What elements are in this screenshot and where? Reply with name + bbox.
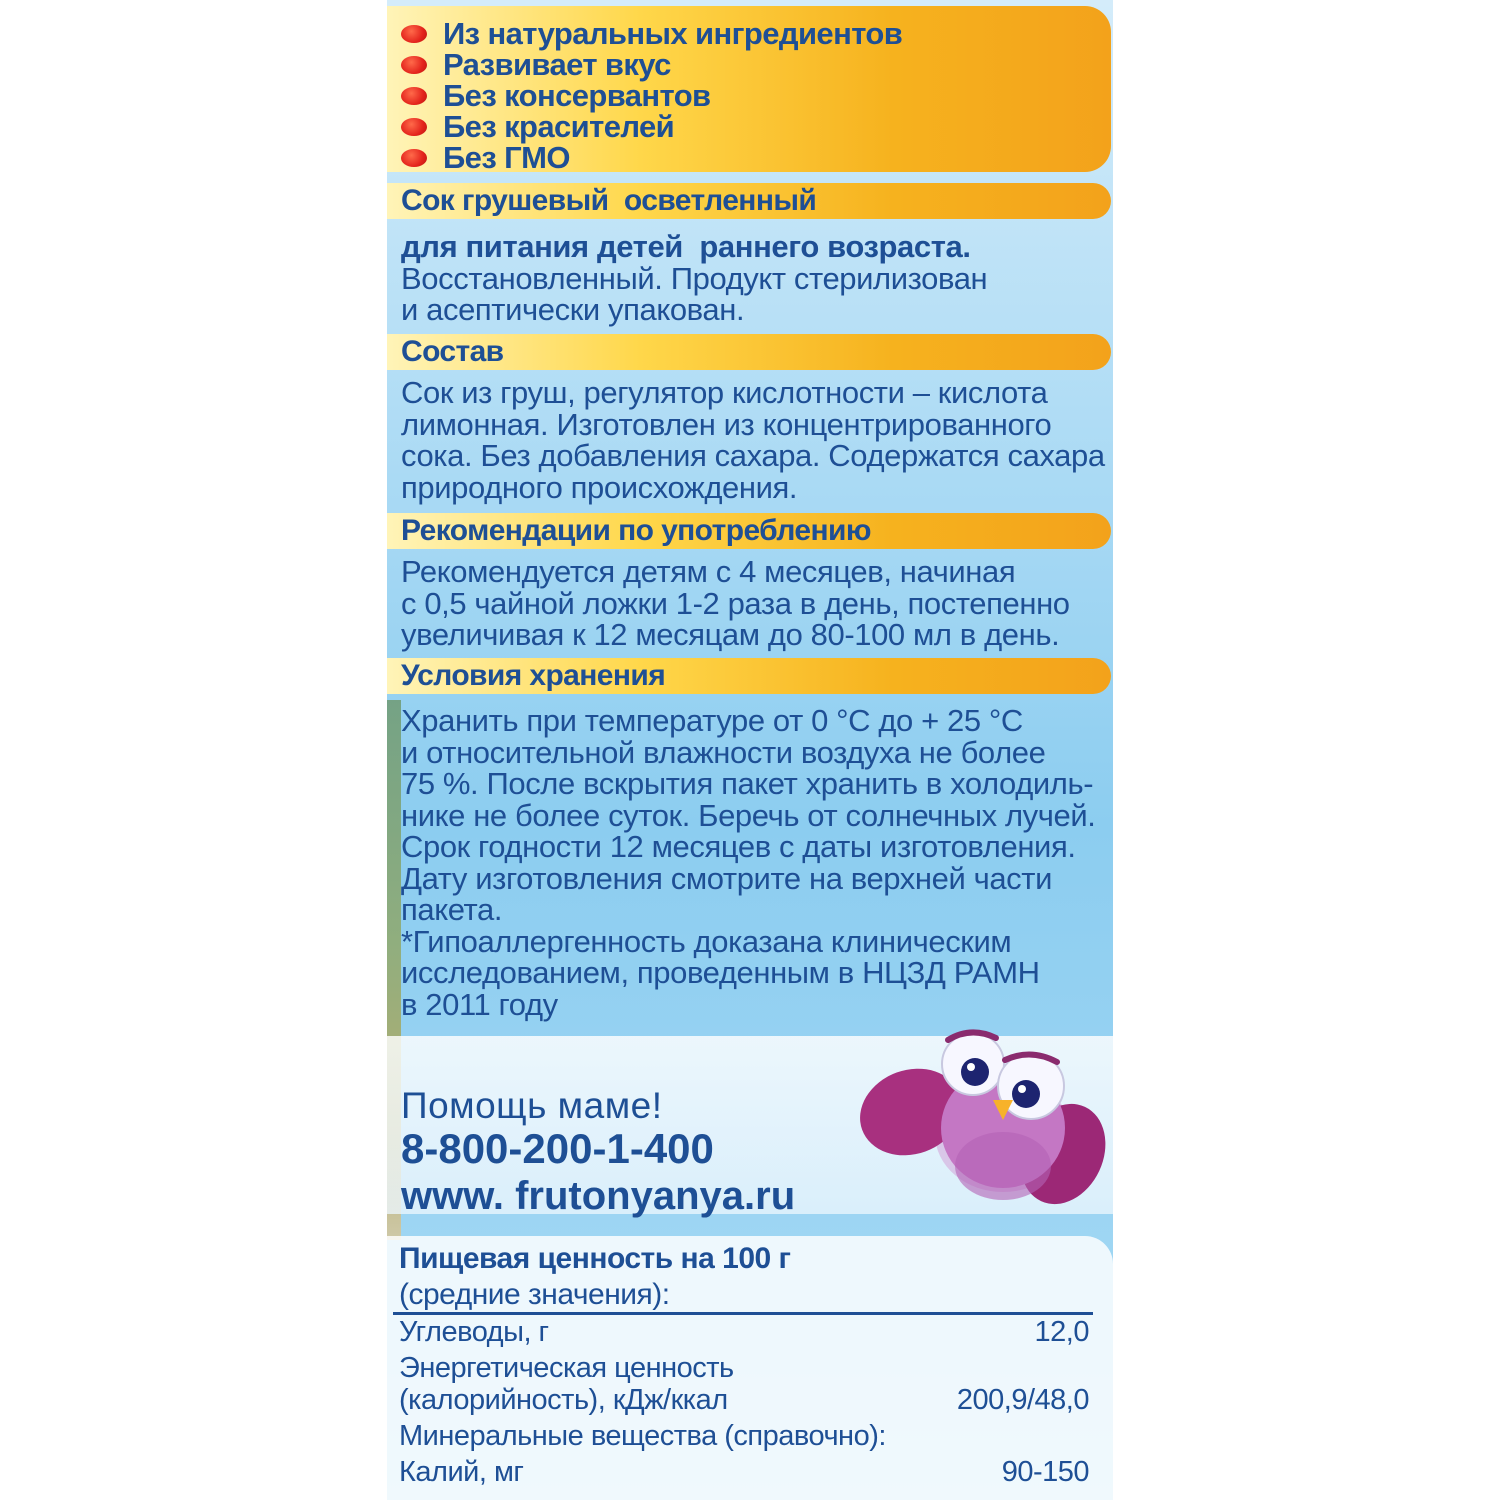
feature-item	[401, 49, 671, 81]
storage-banner	[387, 658, 1111, 694]
storage-line: Дату изготовления смотрите на верхней части	[401, 860, 1052, 896]
product-desc-line: и асептически упакован.	[401, 292, 745, 327]
storage-line: и относительной влажности воздуха не более	[401, 734, 1046, 770]
storage-line: исследованием, проведенным в НЦЗД РАМН	[401, 955, 1040, 990]
feature-text: Развивает вкус	[443, 47, 671, 82]
website-link[interactable]: www. frutonyanya.ru	[401, 1174, 796, 1218]
product-label	[387, 0, 1113, 1500]
nutrient-name: Калий, мг	[399, 1456, 524, 1488]
storage-line: пакета.	[401, 892, 503, 927]
feature-item	[401, 18, 902, 50]
nutrient-name: Углеводы, г	[399, 1316, 549, 1348]
storage-line: нике не более суток. Беречь от солнечных лучей.	[401, 797, 1096, 833]
storage-line: *Гипоаллергенность доказана клиническим	[401, 923, 1012, 959]
composition-line: природного происхождения.	[401, 469, 798, 505]
composition-title: Состав	[401, 335, 504, 368]
composition-banner	[387, 334, 1111, 370]
nutrition-subtitle: (средние значения):	[399, 1278, 670, 1311]
usage-banner	[387, 513, 1111, 549]
divider	[393, 1312, 1093, 1315]
storage-title: Условия хранения	[401, 659, 666, 692]
nutrient-name: Минеральные вещества (справочно):	[399, 1420, 886, 1452]
feature-item	[401, 142, 570, 174]
composition-line: лимонная. Изготовлен из концентрированного	[401, 406, 1052, 442]
nutrient-name: Энергетическая ценность	[399, 1352, 734, 1384]
feature-item	[401, 111, 674, 143]
nutrient-value: 90-150	[1001, 1456, 1089, 1488]
help-title: Помощь маме!	[401, 1085, 663, 1126]
product-subtitle: для питания детей раннего возраста.	[401, 229, 971, 264]
bullet-icon	[401, 87, 427, 105]
nutrition-title: Пищевая ценность на 100 г	[399, 1242, 791, 1275]
nutrient-value: 200,9/48,0	[956, 1384, 1089, 1416]
bullet-icon	[401, 56, 427, 74]
hotline-phone[interactable]: 8-800-200-1-400	[401, 1125, 714, 1172]
usage-text	[401, 556, 1106, 651]
usage-line: увеличивая к 12 месяцам до 80-100 мл в день.	[401, 617, 1060, 652]
bullet-icon	[401, 149, 427, 167]
product-title-banner	[387, 183, 1111, 219]
owl-mascot-icon	[853, 1016, 1113, 1216]
nutrition-table	[387, 1236, 1113, 1500]
feature-text: Из натуральных ингредиентов	[443, 16, 903, 51]
composition-line: Сок из груш, регулятор кислотности – кислота	[401, 375, 1048, 410]
usage-line: с 0,5 чайной ложки 1-2 раза в день, постепенно	[401, 585, 1070, 621]
product-description	[401, 231, 1106, 326]
usage-title: Рекомендации по употреблению	[401, 514, 871, 547]
features-banner	[387, 6, 1111, 175]
nutrient-value: 12,0	[1034, 1316, 1089, 1348]
storage-line: Срок годности 12 месяцев с даты изготовления.	[401, 829, 1076, 864]
storage-line: 75 %. После вскрытия пакет хранить в холодиль-	[401, 766, 1094, 801]
usage-line: Рекомендуется детям с 4 месяцев, начиная	[401, 554, 1016, 589]
composition-text	[401, 377, 1106, 503]
storage-line: Хранить при температуре от 0 °С до + 25 °С	[401, 703, 1023, 738]
bullet-icon	[401, 118, 427, 136]
storage-text	[401, 705, 1106, 1020]
feature-text: Без красителей	[443, 109, 675, 144]
feature-text: Без ГМО	[443, 140, 570, 175]
feature-item	[401, 80, 711, 112]
storage-line: в 2011 году	[401, 986, 558, 1022]
product-title: Сок грушевый осветленный	[401, 184, 817, 217]
nutrient-name: (калорийность), кДж/ккал	[399, 1384, 728, 1416]
composition-line: сока. Без добавления сахара. Содержатся сахара	[401, 438, 1105, 473]
product-desc-line: Восстановленный. Продукт стерилизован	[401, 260, 988, 296]
bullet-icon	[401, 25, 427, 43]
feature-text: Без консервантов	[443, 78, 711, 113]
